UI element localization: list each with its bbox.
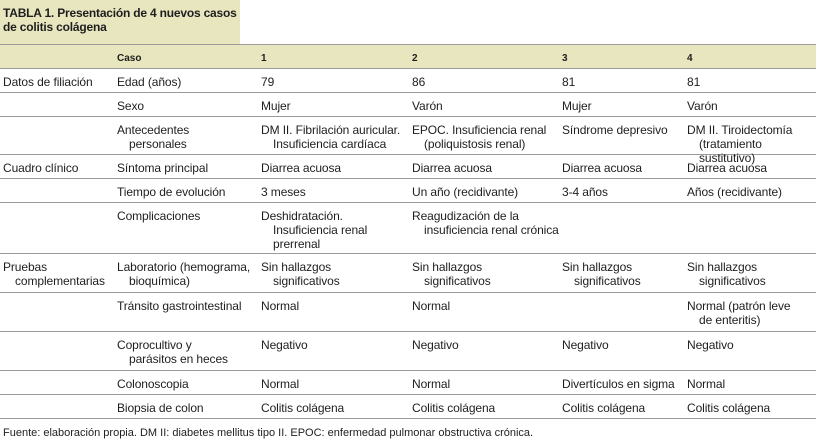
row-label-sintoma: Síntoma principal [117, 161, 209, 175]
cell-complicaciones-1-line-2: Insuficiencia renal [273, 223, 368, 237]
row-label-coprocultivo-line-2: parásitos en heces [129, 352, 228, 366]
cell-antecedentes-4-line-2: (tratamiento sustitutivo) [699, 137, 762, 165]
cell-transito-4 [687, 299, 790, 327]
cell-antecedentes-1-line-1: DM II. Fibrilación auricular. [261, 123, 401, 137]
cell-antecedentes-1-line-2: Insuficiencia cardíaca [273, 137, 387, 151]
header-case-3: 3 [562, 53, 568, 64]
row-label-tiempo: Tiempo de evolución [117, 185, 226, 199]
cell-complicaciones-2 [412, 209, 559, 237]
group-pruebas-line-1: Pruebas [3, 260, 47, 274]
cell-sintoma-4: Diarrea acuosa [687, 161, 767, 175]
row-label-laboratorio-line-1: Laboratorio (hemograma, [117, 260, 251, 274]
cell-coprocultivo-1: Negativo [261, 338, 308, 352]
cell-transito-1: Normal [261, 299, 300, 313]
group-cuadro-clinico: Cuadro clínico [3, 161, 79, 175]
cell-laboratorio-4 [687, 260, 766, 288]
cell-tiempo-1: 3 meses [261, 185, 306, 199]
cell-antecedentes-2 [412, 123, 546, 151]
cell-antecedentes-3: Síndrome depresivo [562, 123, 668, 137]
rule-row-coprocultivo [0, 370, 816, 371]
cell-transito-2: Normal [412, 299, 451, 313]
cell-coprocultivo-3: Negativo [562, 338, 609, 352]
cell-antecedentes-4-line-1: DM II. Tiroidectomía [687, 123, 793, 137]
cell-edad-1: 79 [261, 75, 275, 89]
table-title [3, 6, 239, 34]
cell-sexo-1: Mujer [261, 99, 291, 113]
cell-tiempo-3: 3-4 años [562, 185, 608, 199]
cell-antecedentes-2-line-2: (poliquistosis renal) [424, 137, 526, 151]
row-label-colonoscopia: Colonoscopia [117, 377, 189, 391]
rule-row-sexo [0, 116, 816, 117]
cell-laboratorio-1-line-1: Sin hallazgos [261, 260, 332, 274]
rule-row-laboratorio [0, 292, 816, 293]
rule-header-bottom [0, 68, 816, 69]
cell-transito-4-line-1: Normal (patrón leve [687, 299, 791, 313]
row-label-sexo: Sexo [117, 99, 144, 113]
cell-sexo-4: Varón [687, 99, 718, 113]
cell-colonoscopia-1: Normal [261, 377, 300, 391]
cell-colonoscopia-4: Normal [687, 377, 726, 391]
row-label-laboratorio [117, 260, 250, 288]
row-label-antecedentes-line-2: personales [129, 137, 187, 151]
cell-colonoscopia-2: Normal [412, 377, 451, 391]
cell-laboratorio-4-line-1: Sin hallazgos [687, 260, 758, 274]
rule-row-edad [0, 92, 816, 93]
rule-title-bottom [0, 44, 816, 45]
row-label-coprocultivo-line-1: Coprocultivo y [117, 338, 192, 352]
cell-sintoma-1: Diarrea acuosa [261, 161, 341, 175]
cell-biopsia-2: Colitis colágena [412, 401, 496, 415]
rule-row-colonoscopia [0, 394, 816, 395]
table-footnote: Fuente: elaboración propia. DM II: diabetes mellitus tipo II. EPOC: enfermedad pulmonar obstructiva crónica. [3, 427, 534, 439]
cell-biopsia-1: Colitis colágena [261, 401, 345, 415]
cell-complicaciones-1-line-1: Deshidratación. [261, 209, 343, 223]
cell-laboratorio-1 [261, 260, 340, 288]
header-caso: Caso [117, 53, 142, 64]
rule-table-bottom [0, 418, 816, 419]
cell-biopsia-3: Colitis colágena [562, 401, 646, 415]
cell-biopsia-4: Colitis colágena [687, 401, 771, 415]
cell-tiempo-4: Años (recidivante) [687, 185, 782, 199]
cell-antecedentes-2-line-1: EPOC. Insuficiencia renal [412, 123, 547, 137]
cell-edad-4: 81 [687, 75, 701, 89]
cell-tiempo-2: Un año (recidivante) [412, 185, 519, 199]
group-pruebas-complementarias [3, 260, 105, 288]
cell-edad-2: 86 [412, 75, 426, 89]
cell-laboratorio-2-line-2: significativos [424, 274, 491, 288]
row-label-coprocultivo [117, 338, 228, 366]
cell-laboratorio-3-line-1: Sin hallazgos [562, 260, 633, 274]
cell-laboratorio-2-line-1: Sin hallazgos [412, 260, 483, 274]
cell-complicaciones-2-line-1: Reagudización de la [412, 209, 519, 223]
row-label-antecedentes-line-1: Antecedentes [117, 123, 190, 137]
row-label-complicaciones: Complicaciones [117, 209, 201, 223]
header-case-2: 2 [412, 53, 418, 64]
row-label-transito: Tránsito gastrointestinal [117, 299, 242, 313]
cell-laboratorio-4-line-2: significativos [699, 274, 766, 288]
rule-row-tiempo [0, 202, 816, 203]
rule-row-complicaciones [0, 253, 816, 254]
table-title-line-1: TABLA 1. Presentación de 4 nuevos casos [3, 6, 237, 20]
cell-coprocultivo-4: Negativo [687, 338, 734, 352]
cell-complicaciones-1-line-3: prerrenal [273, 237, 321, 251]
cell-transito-4-line-2: de enteritis) [699, 313, 761, 327]
row-label-laboratorio-line-2: bioquímica) [129, 274, 190, 288]
cell-sintoma-2: Diarrea acuosa [412, 161, 492, 175]
header-case-4: 4 [687, 53, 693, 64]
cell-sexo-3: Mujer [562, 99, 592, 113]
table-title-bar [0, 0, 240, 44]
table-title-line-2: de colitis colágena [3, 20, 107, 34]
rule-row-transito [0, 331, 816, 332]
group-datos-filiacion: Datos de filiación [3, 75, 93, 89]
cell-sexo-2: Varón [412, 99, 443, 113]
header-case-1: 1 [261, 53, 267, 64]
cell-antecedentes-4 [687, 123, 816, 165]
cell-laboratorio-2 [412, 260, 491, 288]
group-pruebas-line-2: complementarias [15, 274, 105, 288]
rule-row-sintoma [0, 178, 816, 179]
row-label-biopsia: Biopsia de colon [117, 401, 204, 415]
cell-laboratorio-3 [562, 260, 641, 288]
cell-colonoscopia-3: Divertículos en sigma [562, 377, 675, 391]
cell-laboratorio-3-line-2: significativos [574, 274, 641, 288]
cell-coprocultivo-2: Negativo [412, 338, 459, 352]
cell-complicaciones-2-line-2: insuficiencia renal crónica [424, 223, 559, 237]
cell-complicaciones-1 [261, 209, 367, 251]
cell-antecedentes-1 [261, 123, 400, 151]
cell-laboratorio-1-line-2: significativos [273, 274, 340, 288]
cell-edad-3: 81 [562, 75, 576, 89]
cell-sintoma-3: Diarrea acuosa [562, 161, 642, 175]
row-label-edad: Edad (años) [117, 75, 182, 89]
row-label-antecedentes [117, 123, 189, 151]
